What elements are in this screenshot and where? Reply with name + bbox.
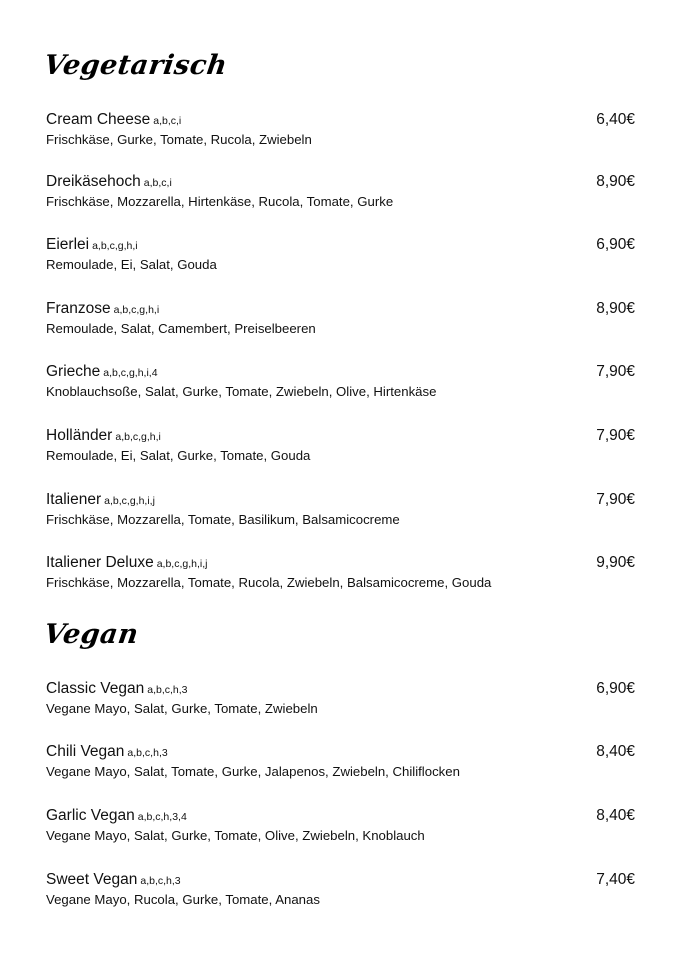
item-name: Grieche [46,363,101,380]
item-allergen-codes: a,b,c,i [143,177,172,189]
item-description: Remoulade, Salat, Camembert, Preiselbeeren [46,321,316,336]
item-name: Chili Vegan [46,743,125,760]
item-name: Cream Cheese [46,111,151,128]
item-allergen-codes: a,b,c,i [153,115,182,127]
item-name: Garlic Vegan [46,807,135,824]
section-title-vegan: Vegan [42,619,141,650]
item-allergen-codes: a,b,c,h,3 [140,875,181,887]
section-title-vegetarisch: Vegetarisch [42,50,230,81]
item-name: Franzose [46,300,111,317]
item-description: Frischkäse, Mozzarella, Hirtenkäse, Rucola, Tomate, Gurke [46,194,394,209]
item-price: 7,90€ [596,363,635,380]
item-name: Italiener [46,491,102,508]
menu-item [46,172,637,218]
item-allergen-codes: a,b,c,g,h,i,j [156,558,208,570]
item-allergen-codes: a,b,c,g,h,i [115,431,161,443]
item-description: Knoblauchsoße, Salat, Gurke, Tomate, Zwiebeln, Olive, Hirtenkäse [46,384,437,399]
item-allergen-codes: a,b,c,g,h,i,j [104,495,155,507]
item-name: Holländer [46,427,113,444]
item-allergen-codes: a,b,c,h,3,4 [137,811,187,823]
item-description: Frischkäse, Gurke, Tomate, Rucola, Zwiebeln [46,132,312,147]
menu-item [46,362,637,408]
item-name: Sweet Vegan [46,871,138,888]
item-price: 7,90€ [596,491,635,508]
menu-item [46,235,637,281]
menu-item [46,742,637,788]
menu-item [46,553,637,599]
item-description: Vegane Mayo, Salat, Tomate, Gurke, Jalapenos, Zwiebeln, Chiliflocken [46,764,460,779]
item-price: 7,90€ [596,427,635,444]
item-description: Vegane Mayo, Salat, Gurke, Tomate, Zwiebeln [46,701,318,716]
item-allergen-codes: a,b,c,h,3 [127,747,168,759]
item-allergen-codes: a,b,c,h,3 [147,684,188,696]
item-allergen-codes: a,b,c,g,h,i [113,304,160,316]
menu-item [46,426,637,472]
item-price: 7,40€ [596,871,635,888]
item-price: 9,90€ [596,554,635,571]
item-price: 8,40€ [596,743,635,760]
item-description: Vegane Mayo, Salat, Gurke, Tomate, Olive, Zwiebeln, Knoblauch [46,828,425,843]
item-name: Italiener Deluxe [46,554,154,571]
item-price: 8,40€ [596,807,635,824]
item-allergen-codes: a,b,c,g,h,i [92,240,138,252]
menu-item [46,870,637,916]
item-price: 6,90€ [596,680,635,697]
menu-item [46,806,637,852]
menu-item [46,110,637,156]
item-description: Remoulade, Ei, Salat, Gouda [46,257,217,272]
menu-item [46,679,637,725]
item-price: 8,90€ [596,300,635,317]
item-price: 6,90€ [596,236,635,253]
item-name: Eierlei [46,236,90,253]
item-allergen-codes: a,b,c,g,h,i,4 [103,367,158,379]
item-description: Vegane Mayo, Rucola, Gurke, Tomate, Ananas [46,892,320,907]
item-price: 8,90€ [596,173,635,190]
item-description: Remoulade, Ei, Salat, Gurke, Tomate, Gouda [46,448,311,463]
item-name: Dreikäsehoch [46,173,141,190]
item-description: Frischkäse, Mozzarella, Tomate, Rucola, Zwiebeln, Balsamicocreme, Gouda [46,575,492,590]
menu-item [46,299,637,345]
item-name: Classic Vegan [46,680,145,697]
item-price: 6,40€ [596,111,635,128]
item-description: Frischkäse, Mozzarella, Tomate, Basilikum, Balsamicocreme [46,512,400,527]
menu-item [46,490,637,536]
